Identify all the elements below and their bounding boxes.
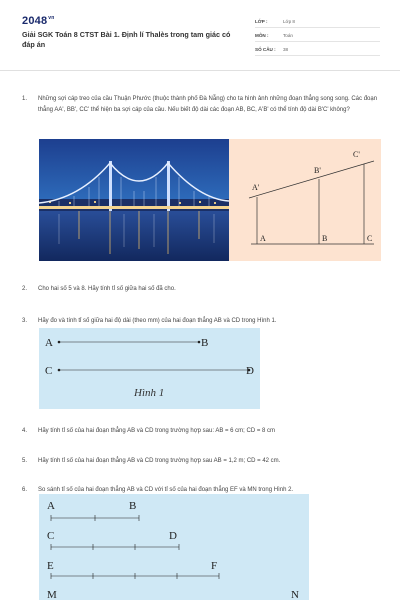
fig1-label-b: B bbox=[201, 337, 209, 349]
question-text: Hãy tính tỉ số của hai đoạn thẳng AB và CD trong trường hợp sau: AB = 6 cm; CD = 8 cm bbox=[38, 428, 276, 434]
label-a: A bbox=[260, 234, 266, 243]
meta-row-count bbox=[255, 44, 380, 56]
fig2-label-e: E bbox=[47, 560, 54, 572]
label-c-prime: C' bbox=[353, 150, 360, 159]
fig2-label-m: M bbox=[47, 589, 57, 600]
fig2-label-d: D bbox=[169, 530, 177, 542]
label-c: C bbox=[367, 234, 373, 243]
header-divider bbox=[0, 70, 400, 71]
fig2-label-b: B bbox=[129, 500, 137, 512]
meta-key: LỚP : bbox=[255, 19, 268, 24]
fig1-label-a: A bbox=[45, 337, 53, 349]
site-logo[interactable] bbox=[22, 15, 55, 27]
question-text: Cho hai số 5 và 8. Hãy tính tỉ số giữa hai số đã cho. bbox=[38, 286, 176, 292]
meta-value: 38 bbox=[283, 47, 289, 52]
meta-value: Toán bbox=[283, 33, 293, 38]
meta-key: MÔN : bbox=[255, 33, 269, 38]
question-number: 2. bbox=[22, 286, 28, 292]
logo-suffix: vn bbox=[48, 15, 55, 22]
question-number: 6. bbox=[22, 487, 28, 493]
question-text: Hãy tính tỉ số của hai đoạn thẳng AB và CD trong trường hợp sau AB = 1,2 m; CD = 42 cm. bbox=[38, 458, 281, 464]
fig1-label-c: C bbox=[45, 365, 53, 377]
label-b-prime: B' bbox=[314, 166, 321, 175]
label-b: B bbox=[322, 234, 328, 243]
question-number: 1. bbox=[22, 96, 28, 102]
thales-diagram bbox=[229, 139, 381, 261]
fig2-label-c: C bbox=[47, 530, 55, 542]
figure-2 bbox=[39, 494, 309, 600]
fig1-label-d: D bbox=[246, 365, 254, 377]
figure-caption: Hình 1 bbox=[134, 387, 165, 399]
fig2-label-a: A bbox=[47, 500, 55, 512]
question-text: So sánh tỉ số của hai đoạn thẳng AB và CD với tỉ số của hai đoạn thẳng EF và MN trong Hình 2. bbox=[38, 487, 294, 493]
meta-row-subject bbox=[255, 30, 380, 42]
meta-key: SỐ CÂU : bbox=[255, 47, 276, 52]
question-text: Hãy đo và tính tỉ số giữa hai độ dài (theo mm) của hai đoạn thẳng AB và CD trong Hình 1. bbox=[38, 318, 277, 324]
question-text: Những sợi cáp treo của cầu Thuận Phước (thuộc thành phố Đà Nẵng) cho ta hình ảnh những đoạn thẳng song song. Các đoạn thẳng AA', BB', CC' thể hiện ba sợi cáp của cầu. Nếu biết độ dài các đoạn AB, BC, A'B' có thể tính độ dài B'C' không? bbox=[38, 96, 378, 113]
page-title: Giải SGK Toán 8 CTST Bài 1. Định lí Thalès trong tam giác có đáp án bbox=[22, 30, 231, 49]
fig2-label-n: N bbox=[291, 589, 299, 600]
question-number: 4. bbox=[22, 428, 28, 434]
fig2-label-f: F bbox=[211, 560, 218, 572]
label-a-prime: A' bbox=[252, 183, 260, 192]
logo-text: 2048 bbox=[22, 15, 48, 27]
figure-1 bbox=[39, 328, 260, 409]
bridge-photo bbox=[39, 139, 229, 261]
question-number: 5. bbox=[22, 458, 28, 464]
question-number: 3. bbox=[22, 318, 28, 324]
meta-value: Lớp 8 bbox=[283, 19, 295, 24]
meta-row-class bbox=[255, 16, 380, 28]
